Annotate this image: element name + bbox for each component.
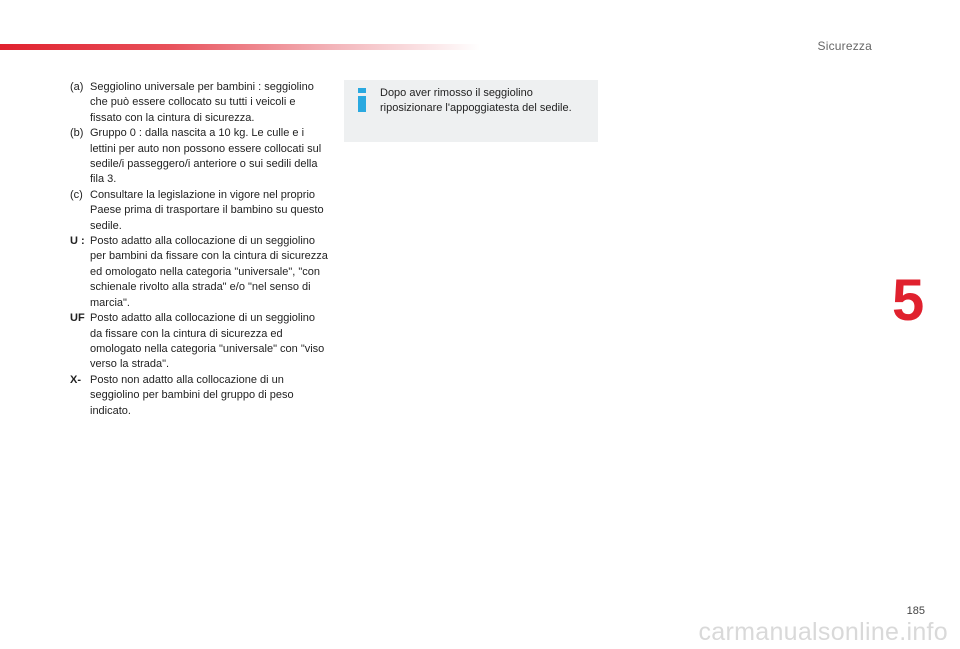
header-accent-bar: [0, 44, 480, 50]
legend-list: [70, 80, 328, 419]
legend-text: Posto non adatto alla collocazione di un seggiolino per bambini del gruppo di peso indicato.: [90, 373, 294, 417]
legend-item: [70, 373, 328, 419]
info-text: Dopo aver rimosso il seggiolino riposizionare l'appoggiatesta del sedile.: [380, 87, 572, 115]
legend-key: (a): [70, 81, 84, 93]
legend-item: [70, 126, 328, 188]
legend-key: (c): [70, 188, 83, 201]
info-box: [344, 80, 598, 142]
chapter-number: 5: [892, 268, 925, 333]
legend-text: Consultare la legislazione in vigore nel proprio Paese prima di trasportare il bambino su questo sedile.: [90, 188, 324, 232]
legend-item: [70, 311, 328, 373]
watermark: carmanualsonline.info: [698, 618, 948, 646]
legend-item: [70, 188, 328, 234]
page-number: 185: [906, 605, 925, 617]
legend-key: X-: [70, 373, 81, 386]
section-title: Sicurezza: [817, 39, 872, 53]
legend-item: [70, 234, 328, 311]
info-icon: [356, 87, 368, 113]
legend-key: UF: [70, 312, 85, 325]
legend-text: Posto adatto alla collocazione di un seggiolino da fissare con la cintura di sicurezza ed omologato nella categoria "universale" con "viso verso la strada".: [90, 312, 325, 371]
legend-text: Gruppo 0 : dalla nascita a 10 kg. Le culle e i lettini per auto non possono essere collocati sul sedile/i passeggero/i anteriore o sui sedili della fila 3.: [90, 127, 322, 186]
legend-key: (b): [70, 127, 84, 140]
legend-text: Seggiolino universale per bambini : seggiolino che può essere collocato su tutti i veicoli e fissato con la cintura di sicurezza.: [90, 81, 314, 124]
legend-key: U :: [70, 235, 85, 248]
legend-text: Posto adatto alla collocazione di un seggiolino per bambini da fissare con la cintura di sicurezza ed omologato nella categoria "universale", "con schienale rivolto alla strada" e/o "nel senso di marcia".: [90, 235, 328, 309]
legend-item: [70, 80, 328, 126]
